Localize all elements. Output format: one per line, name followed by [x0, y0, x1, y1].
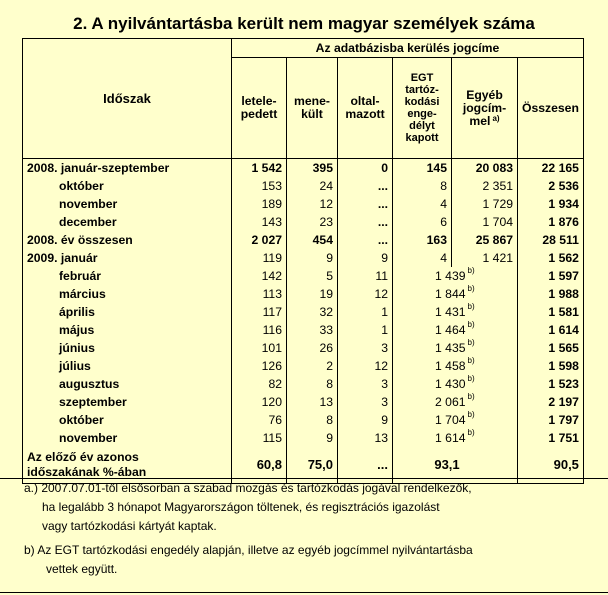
cell: ... [338, 177, 393, 195]
cell: 5 [287, 267, 338, 285]
row-label: 2009. január [23, 249, 232, 267]
cell: 1 876 [518, 213, 584, 231]
cell: 24 [287, 177, 338, 195]
table-title: 2. A nyilvántartásba került nem magyar személyek száma [73, 14, 535, 33]
table-row [23, 249, 584, 267]
cell-value: 1 431 [435, 305, 466, 319]
cell: 9 [338, 249, 393, 267]
row-label: június [23, 339, 232, 357]
cell-value: 1 430 [435, 377, 466, 391]
cell: 1 797 [518, 411, 584, 429]
row-label: 2008. év összesen [23, 231, 232, 249]
cell: 143 [232, 213, 287, 231]
cell: 113 [232, 285, 287, 303]
cell: 25 867 [452, 231, 518, 249]
cell: ... [338, 195, 393, 213]
cell: 2 027 [232, 231, 287, 249]
cell: 11 [338, 267, 393, 285]
cell: 22 165 [518, 159, 584, 178]
group-header: Az adatbázisba kerülés jogcíme [232, 39, 584, 58]
cell: 145 [393, 159, 452, 178]
cell: 1 934 [518, 195, 584, 213]
table-row [23, 357, 584, 375]
table-row [23, 411, 584, 429]
footnote-mark: b) [467, 357, 475, 365]
cell: 1 [338, 303, 393, 321]
cell: 12 [338, 285, 393, 303]
cell: 9 [287, 249, 338, 267]
table-row [23, 213, 584, 231]
cell: 126 [232, 357, 287, 375]
cell: 76 [232, 411, 287, 429]
row-label: 2008. január-szeptember [23, 159, 232, 178]
cell-value: 2 061 [435, 395, 466, 409]
col-header-total [518, 58, 584, 159]
cell: 1 751 [518, 429, 584, 447]
cell: 8 [287, 375, 338, 393]
col-header-refugee [287, 58, 338, 159]
cell: 8 [287, 411, 338, 429]
percent-cell: 75,0 [287, 447, 338, 484]
footnote-b-line-2: vettek együtt. [46, 562, 118, 576]
cell: 9 [338, 411, 393, 429]
cell-value: 1 435 [435, 341, 466, 355]
cell [393, 375, 518, 393]
cell: ... [338, 231, 393, 249]
cell: 2 197 [518, 393, 584, 411]
percent-cell: 60,8 [232, 447, 287, 484]
period-header: Időszak [23, 39, 232, 159]
row-label: július [23, 357, 232, 375]
cell: 101 [232, 339, 287, 357]
footnotes [0, 478, 608, 579]
percent-cell: 93,1 [393, 447, 518, 484]
cell [393, 303, 518, 321]
cell: 12 [338, 357, 393, 375]
cell: 1 562 [518, 249, 584, 267]
cell [393, 393, 518, 411]
footnote-b-line-1: b) Az EGT tartózkodási engedély alapján, illetve az egyéb jogcímmel nyilvántartásba [24, 543, 473, 557]
table-row [23, 339, 584, 357]
col-header-label: Egyéb jogcím- mel [462, 87, 507, 128]
cell: 1 523 [518, 375, 584, 393]
footnote-mark: b) [467, 285, 475, 293]
footnote-mark: a) [492, 113, 500, 123]
cell: 163 [393, 231, 452, 249]
cell: 119 [232, 249, 287, 267]
table-row [23, 285, 584, 303]
cell: 28 511 [518, 231, 584, 249]
cell: 6 [393, 213, 452, 231]
table-body [23, 159, 584, 484]
percent-label-line-1: Az előző év azonos [27, 450, 139, 464]
cell: 1 988 [518, 285, 584, 303]
cell: 33 [287, 321, 338, 339]
percent-label-line-2: időszakának %-ában [27, 465, 147, 479]
row-label: november [23, 429, 232, 447]
table-row [23, 159, 584, 178]
table-row [23, 321, 584, 339]
footnote-mark: b) [467, 321, 475, 329]
col-header-label: Összesen [522, 100, 579, 115]
cell-value: 1 614 [435, 431, 466, 445]
row-label: április [23, 303, 232, 321]
cell: 115 [232, 429, 287, 447]
cell: 1 565 [518, 339, 584, 357]
row-label: december [23, 213, 232, 231]
row-label: május [23, 321, 232, 339]
table-row [23, 177, 584, 195]
footnote-mark: b) [467, 429, 475, 437]
cell: 395 [287, 159, 338, 178]
cell: 1 542 [232, 159, 287, 178]
cell-value: 1 439 [435, 269, 466, 283]
cell: 116 [232, 321, 287, 339]
cell: 3 [338, 339, 393, 357]
col-header-other [452, 58, 518, 159]
table-row [23, 195, 584, 213]
table-row [23, 375, 584, 393]
row-label: október [23, 177, 232, 195]
data-table [22, 38, 584, 484]
cell: 26 [287, 339, 338, 357]
cell-value: 1 704 [435, 413, 466, 427]
footnote-a-line-3: vagy tartózkodási kártyát kaptak. [42, 519, 217, 533]
table-row [23, 393, 584, 411]
cell: 0 [338, 159, 393, 178]
cell: 1 [338, 321, 393, 339]
col-header-eea [393, 58, 452, 159]
col-header-protected [338, 58, 393, 159]
footnote-mark: b) [467, 393, 475, 401]
row-label: augusztus [23, 375, 232, 393]
cell-value: 1 458 [435, 359, 466, 373]
cell: 3 [338, 393, 393, 411]
row-label: február [23, 267, 232, 285]
cell [393, 339, 518, 357]
row-label: november [23, 195, 232, 213]
cell: 1 704 [452, 213, 518, 231]
footnote-a-line-2: ha legalább 3 hónapot Magyarországon töltenek, és regisztrációs igazolást [42, 500, 440, 514]
cell: 4 [393, 249, 452, 267]
cell [393, 321, 518, 339]
col-header-label: mene- kült [294, 94, 330, 121]
cell-value: 1 464 [435, 323, 466, 337]
cell: 3 [338, 375, 393, 393]
cell: 117 [232, 303, 287, 321]
cell: 2 351 [452, 177, 518, 195]
table-row [23, 231, 584, 249]
cell: 2 [287, 357, 338, 375]
cell [393, 267, 518, 285]
cell: 32 [287, 303, 338, 321]
table-row [23, 303, 584, 321]
cell: 13 [338, 429, 393, 447]
cell: 1 421 [452, 249, 518, 267]
percent-cell: 90,5 [518, 447, 584, 484]
col-header-label: letele- pedett [240, 94, 278, 121]
cell: 1 598 [518, 357, 584, 375]
cell: 142 [232, 267, 287, 285]
cell: 2 536 [518, 177, 584, 195]
footnote-mark: b) [467, 267, 475, 275]
cell: 1 581 [518, 303, 584, 321]
cell [393, 411, 518, 429]
col-header-settled [232, 58, 287, 159]
cell: 120 [232, 393, 287, 411]
cell: 9 [287, 429, 338, 447]
percent-cell: ... [338, 447, 393, 484]
cell: 1 597 [518, 267, 584, 285]
footnote-mark: b) [467, 375, 475, 383]
cell [393, 357, 518, 375]
cell: 12 [287, 195, 338, 213]
row-label: szeptember [23, 393, 232, 411]
cell: 454 [287, 231, 338, 249]
cell [393, 285, 518, 303]
cell [393, 429, 518, 447]
footnote-mark: b) [467, 339, 475, 347]
table-row [23, 429, 584, 447]
col-header-label: EGT tartóz- kodási enge- délyt kapott [404, 72, 440, 144]
table-row [23, 267, 584, 285]
cell: 153 [232, 177, 287, 195]
cell: 20 083 [452, 159, 518, 178]
cell: 1 614 [518, 321, 584, 339]
cell: 13 [287, 393, 338, 411]
cell: 1 729 [452, 195, 518, 213]
bottom-rule [0, 592, 608, 593]
col-header-label: oltal- mazott [345, 94, 385, 121]
cell: 82 [232, 375, 287, 393]
footnote-mark: b) [467, 411, 475, 419]
row-label: október [23, 411, 232, 429]
cell: 4 [393, 195, 452, 213]
footnote-a-line-1: a.) 2007.07.01-től elsősorban a szabad mozgás és tartózkodás jogával rendelkezők, [24, 481, 472, 495]
cell-value: 1 844 [435, 287, 466, 301]
cell: 8 [393, 177, 452, 195]
cell: 23 [287, 213, 338, 231]
cell: 19 [287, 285, 338, 303]
cell: ... [338, 213, 393, 231]
footnote-mark: b) [467, 303, 475, 311]
cell: 189 [232, 195, 287, 213]
row-label: március [23, 285, 232, 303]
